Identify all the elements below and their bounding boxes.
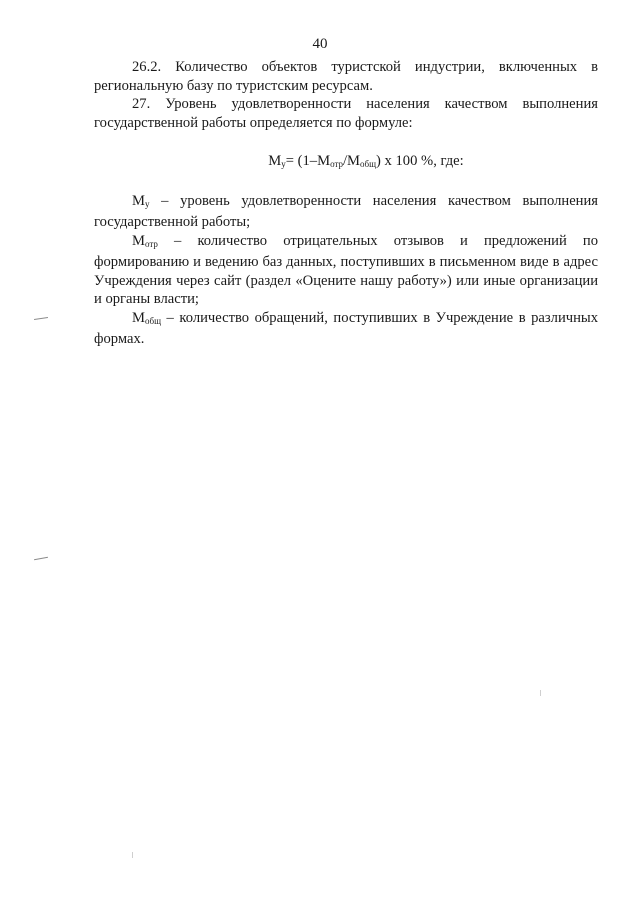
definition-motr-text: – количество отрицательных отзывов и предложений по формированию и ведению баз данных, поступивших в письменном виде в адрес Учреждения через сайт (раздел «Оцените нашу работу») или иные организации и органы власти; [94,232,598,307]
formula [94,152,598,174]
definition-my-symbol: М [132,192,145,209]
document-body [94,58,598,349]
formula-lhs-sub: у [281,159,286,169]
scan-mark [34,557,48,560]
formula-slash: /М [343,153,361,169]
formula-eq-open: = (1–М [285,153,331,169]
definition-mobshch [94,309,598,349]
definition-my-sub: у [144,198,150,209]
definition-mobshch-sub: общ [144,315,161,326]
definition-my [94,192,598,232]
scan-speck [540,690,541,696]
definition-mobshch-symbol: М [132,309,145,326]
definition-motr [94,232,598,309]
formula-lhs: М [268,153,282,169]
definition-my-text: – уровень удовлетворенности населения качеством выполнения государственной работы; [94,192,598,230]
definition-motr-sub: отр [144,238,158,249]
page-number: 40 [312,36,328,52]
paragraph-26-2: 26.2. Количество объектов туристской индустрии, включенных в региональную базу по туристским ресурсам. [94,59,598,94]
paragraph-27: 27. Уровень удовлетворенности населения качеством выполнения государственной работы определяется по формуле: [94,96,598,131]
definition-motr-symbol: М [132,232,145,249]
formula-num-sub: отр [330,159,343,169]
formula-rest: ) х 100 %, где: [376,153,464,169]
definition-mobshch-text: – количество обращений, поступивших в Учреждение в различных формах. [94,309,598,347]
formula-den-sub: общ [360,159,377,169]
scan-mark [34,317,48,320]
scan-speck [132,852,133,858]
